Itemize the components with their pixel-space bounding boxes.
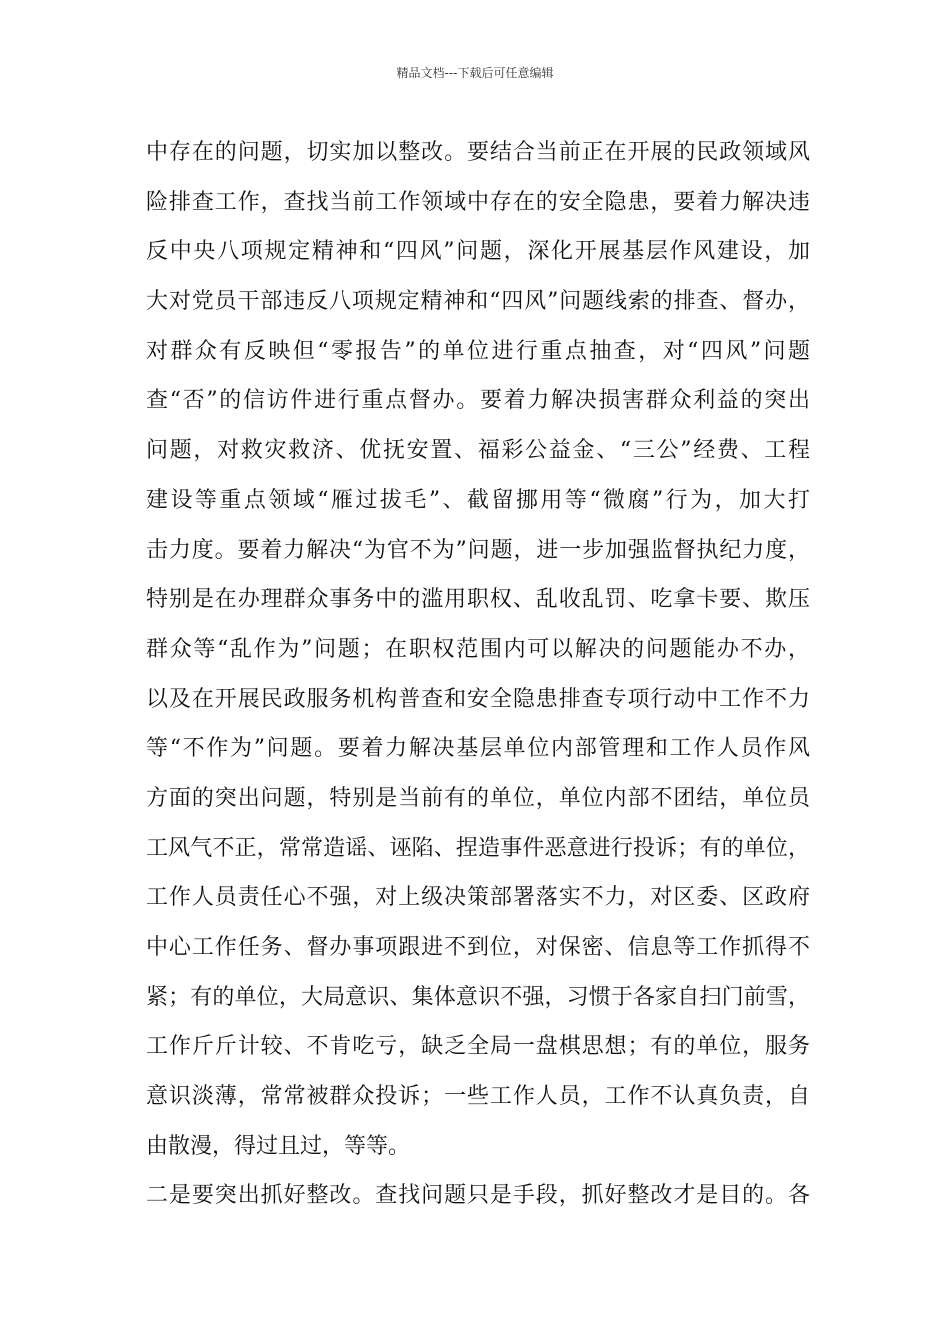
text-line: 反中央八项规定精神和“四风”问题，深化开展基层作风建设，加 — [146, 239, 810, 265]
text-line: 意识淡薄，常常被群众投诉；一些工作人员，工作不认真负责，自 — [146, 1084, 810, 1110]
text-line: 险排查工作，查找当前工作领域中存在的安全隐患，要着力解决违 — [146, 189, 810, 215]
text-line: 二是要突出抓好整改。查找问题只是手段，抓好整改才是目的。各 — [146, 1183, 810, 1209]
text-line: 工作斤斤计较、不肯吃亏，缺乏全局一盘棋思想；有的单位，服务 — [146, 1034, 810, 1060]
text-line: 查“否”的信访件进行重点督办。要着力解决损害群众利益的突出 — [146, 388, 810, 414]
text-line: 工作人员责任心不强，对上级决策部署落实不力，对区委、区政府 — [146, 885, 810, 911]
text-line: 问题，对救灾救济、优抚安置、福彩公益金、“三公”经费、工程 — [146, 438, 810, 464]
text-line: 中心工作任务、督办事项跟进不到位，对保密、信息等工作抓得不 — [146, 935, 810, 960]
text-line: 特别是在办理群众事务中的滥用职权、乱收乱罚、吃拿卡要、欺压 — [146, 587, 810, 613]
text-line: 工风气不正，常常造谣、诬陷、捏造事件恶意进行投诉；有的单位， — [146, 835, 810, 861]
text-line: 由散漫，得过且过，等等。 — [146, 1133, 411, 1159]
text-line: 击力度。要着力解决“为官不为”问题，进一步加强监督执纪力度， — [146, 537, 810, 563]
text-line: 紧；有的单位，大局意识、集体意识不强，习惯于各家自扫门前雪， — [146, 984, 810, 1010]
text-line: 大对党员干部违反八项规定精神和“四风”问题线索的排查、督办， — [146, 289, 810, 315]
document-body — [146, 128, 810, 1221]
text-line: 群众等“乱作为”问题；在职权范围内可以解决的问题能办不办， — [146, 636, 810, 662]
text-line: 中存在的问题，切实加以整改。要结合当前正在开展的民政领域风 — [146, 140, 810, 165]
page-header: 精品文档---下载后可任意编辑 — [396, 66, 554, 80]
text-line: 以及在开展民政服务机构普查和安全隐患排查专项行动中工作不力 — [146, 686, 810, 712]
text-line: 建设等重点领域“雁过拔毛”、截留挪用等“微腐”行为，加大打 — [146, 487, 810, 513]
text-line: 等“不作为”问题。要着力解决基层单位内部管理和工作人员作风 — [146, 736, 810, 762]
text-line: 对群众有反映但“零报告”的单位进行重点抽查，对“四风”问题 — [146, 338, 810, 364]
text-line: 方面的突出问题，特别是当前有的单位，单位内部不团结，单位员 — [146, 785, 810, 811]
